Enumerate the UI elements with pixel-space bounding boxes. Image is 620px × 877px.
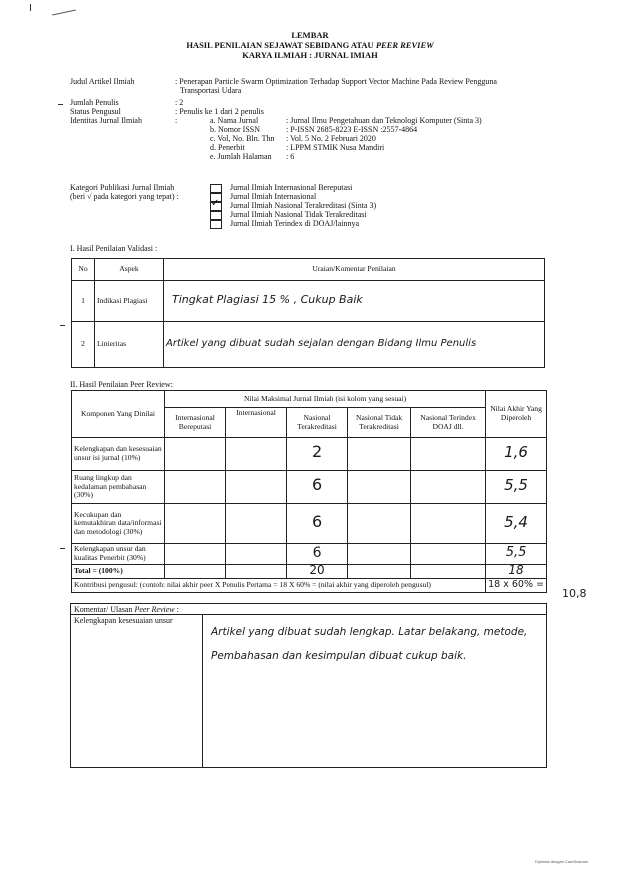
judul-value: : Penerapan Particle Swarm Optimization Terhadap Support Vector Machine Pada Review Pengguna xyxy=(175,77,497,86)
cell xyxy=(226,504,287,544)
identitas-row-value: : LPPM STMIK Nusa Mandiri xyxy=(286,143,385,152)
col-aspek-header: Aspek xyxy=(95,259,164,281)
total-akhir: 18 xyxy=(486,565,547,579)
cell-nasional: 6 xyxy=(287,544,348,565)
col-no-header: No xyxy=(72,259,95,281)
cell xyxy=(165,544,226,565)
identitas-row-value: : Vol. 5 No. 2 Februari 2020 xyxy=(286,134,376,143)
identitas-row-value: : Jurnal Ilmu Pengetahuan dan Teknologi Komputer (Sinta 3) xyxy=(286,116,482,125)
header-line2 xyxy=(0,40,620,50)
kategori-option: Jurnal Ilmiah Internasional xyxy=(210,192,316,202)
komentar-sub-label: Kelengkapan kesesuaian unsur xyxy=(74,616,173,625)
row-no: 2 xyxy=(72,322,95,368)
scan-mark xyxy=(60,325,65,326)
row-komentar: Artikel yang dibuat sudah sejalan dengan Bidang Ilmu Penulis xyxy=(164,322,545,368)
col-nilai-maks-header: Nilai Maksimal Jurnal Ilmiah (isi kolom yang sesuai) xyxy=(165,391,486,408)
jumlah-penulis-value: : 2 xyxy=(175,98,184,107)
komentar-label: Komentar/ Ulasan Peer Review : xyxy=(74,605,179,614)
jumlah-penulis-label: Jumlah Penulis xyxy=(70,98,119,107)
identitas-row-label: d. Penerbit xyxy=(210,143,245,152)
cell xyxy=(348,544,411,565)
kontribusi-value: 18 x 60% = xyxy=(486,578,547,592)
col-komponen-header: Komponen Yang Dinilai xyxy=(72,391,165,438)
judul-label: Judul Artikel Ilmiah xyxy=(70,77,135,86)
col-header: Internasional Bereputasi xyxy=(165,408,226,438)
check-mark-icon: ✓ xyxy=(211,197,220,209)
cell xyxy=(226,544,287,565)
identitas-row-value: : 6 xyxy=(286,152,295,161)
judul-value-2: Transportasi Udara xyxy=(180,86,242,95)
row-komponen: Kecukupan dan kemutakhiran data/informasi dan metodologi (30%) xyxy=(72,504,165,544)
col-header: Nasional Tidak Terakreditasi xyxy=(348,408,411,438)
cell-akhir: 5,5 xyxy=(486,544,547,565)
scan-mark xyxy=(30,4,31,11)
status-pengusul-value: : Penulis ke 1 dari 2 penulis xyxy=(175,107,264,116)
cell xyxy=(165,565,226,579)
row-no: 1 xyxy=(72,281,95,322)
cell xyxy=(348,438,411,471)
section2-title: II. Hasil Penilaian Peer Review: xyxy=(70,380,173,389)
row-aspek: Linieritas xyxy=(95,322,164,368)
komentar-box xyxy=(70,603,547,768)
col-header: Internasional xyxy=(226,408,287,438)
cell xyxy=(411,471,486,504)
cell xyxy=(226,471,287,504)
row-aspek: Indikasi Plagiasi xyxy=(95,281,164,322)
cell-akhir: 1,6 xyxy=(486,438,547,471)
col-akhir-header: Nilai Akhir Yang Diperoleh xyxy=(486,391,547,438)
kategori-option-checked: ✓ Jurnal Ilmiah Nasional Terakreditasi (Sinta 3) xyxy=(211,197,377,210)
identitas-row-label: b. Nomor ISSN xyxy=(210,125,261,134)
kontribusi-result: 10,8 xyxy=(562,587,587,600)
cell xyxy=(226,438,287,471)
total-label: Total = (100%) xyxy=(72,565,165,579)
row-komponen: Ruang lingkup dan kedalaman pembahasan (30%) xyxy=(72,471,165,504)
identitas-row-label: e. Jumlah Halaman xyxy=(210,152,272,161)
scan-mark xyxy=(58,104,63,105)
cell xyxy=(348,565,411,579)
cell-nasional: 2 xyxy=(287,438,348,471)
header-line2-prefix: HASIL PENILAIAN SEJAWAT SEBIDANG ATAU xyxy=(186,40,374,50)
peer-review-table xyxy=(71,390,547,593)
kategori-option: Jurnal Ilmiah Internasional Bereputasi xyxy=(210,183,352,193)
cell xyxy=(226,565,287,579)
cell xyxy=(411,438,486,471)
identitas-row-label: a. Nama Jurnal xyxy=(210,116,259,125)
status-pengusul-label: Status Pengusul xyxy=(70,107,121,116)
cell xyxy=(411,504,486,544)
row-komponen: Kelengkapan unsur dan kualitas Penerbit (30%) xyxy=(72,544,165,565)
cell xyxy=(348,504,411,544)
identitas-colon: : xyxy=(175,116,178,125)
komentar-divider xyxy=(202,615,203,767)
komentar-line2: Pembahasan dan kesimpulan dibuat cukup baik. xyxy=(211,650,467,662)
cell xyxy=(411,565,486,579)
kontribusi-text: Kontribusi pengusul: (contoh: nilai akhir peer X Penulis Pertama = 18 X 60% = (nilai akhir yang diperoleh pengusul) xyxy=(72,578,486,592)
checkbox[interactable] xyxy=(210,220,222,229)
cell xyxy=(411,544,486,565)
cell-nasional: 6 xyxy=(287,471,348,504)
col-uraian-header: Uraian/Komentar Penilaian xyxy=(164,259,545,281)
validasi-table xyxy=(71,258,545,368)
section1-title: I. Hasil Penilaian Validasi : xyxy=(70,244,158,253)
komentar-line1: Artikel yang dibuat sudah lengkap. Latar belakang, metode, xyxy=(211,626,528,638)
cell-akhir: 5,4 xyxy=(486,504,547,544)
identitas-label: Identitas Jurnal Ilmiah xyxy=(70,116,142,125)
cell xyxy=(165,471,226,504)
cell-nasional: 6 xyxy=(287,504,348,544)
scan-mark xyxy=(52,10,76,16)
cell xyxy=(165,438,226,471)
identitas-row-label: c. Vol, No. Bln. Thn xyxy=(210,134,275,143)
col-header: Nasional Terakreditasi xyxy=(287,408,348,438)
row-komponen: Kelengkapan dan kesesuaian unsur isi jurnal (10%) xyxy=(72,438,165,471)
kategori-option: Jurnal Ilmiah Terindex di DOAJ/lainnya xyxy=(210,219,359,229)
cell-akhir: 5,5 xyxy=(486,471,547,504)
kategori-hint: (beri √ pada kategori yang tepat) : xyxy=(70,192,179,201)
total-nasional: 20 xyxy=(287,565,348,579)
kategori-option: Jurnal Ilmiah Nasional Tidak Terakreditasi xyxy=(210,210,367,220)
cell xyxy=(165,504,226,544)
header-line1: LEMBAR xyxy=(291,30,329,40)
scan-mark xyxy=(60,548,65,549)
cell xyxy=(348,471,411,504)
footer-text: Dipindai dengan CamScanner xyxy=(535,859,589,864)
header-line3: KARYA ILMIAH : JURNAL IMIAH xyxy=(242,50,378,60)
identitas-row-value: : P-ISSN 2685-8223 E-ISSN :2557-4864 xyxy=(286,125,418,134)
row-komentar: Tingkat Plagiasi 15 % , Cukup Baik xyxy=(164,281,545,322)
header-line2-italic: PEER REVIEW xyxy=(375,40,434,50)
kategori-label: Kategori Publikasi Jurnal Ilmiah xyxy=(70,183,175,192)
col-header: Nasional Terindex DOAJ dll. xyxy=(411,408,486,438)
